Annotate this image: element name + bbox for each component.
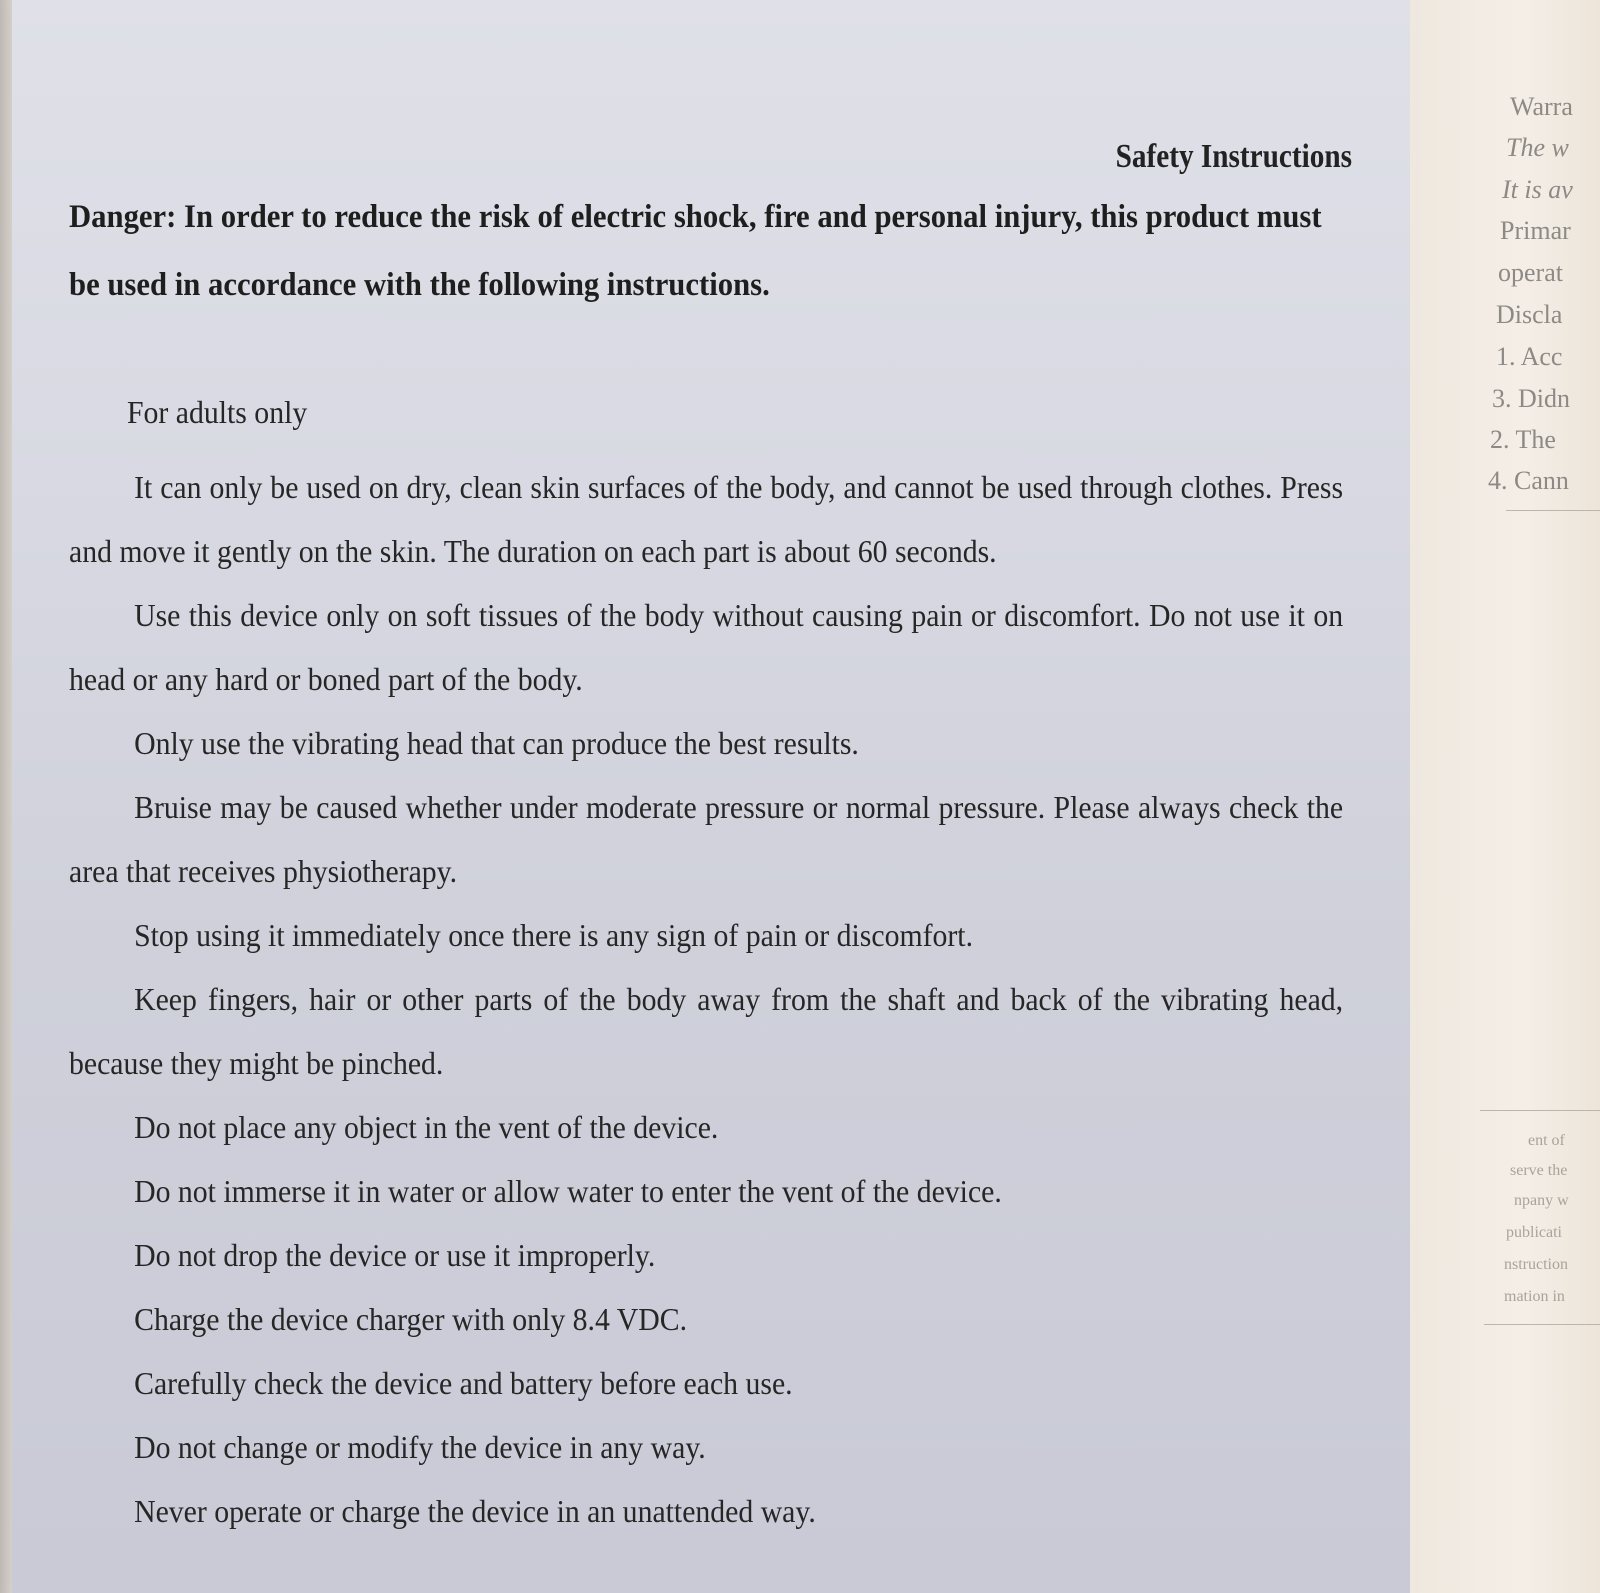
facing-box-line: ent of bbox=[1528, 1132, 1565, 1149]
facing-box-line: nstruction bbox=[1504, 1256, 1568, 1273]
instruction-charge: Charge the device charger with only 8.4 VDC. bbox=[134, 1301, 688, 1337]
facing-line: 4. Cann bbox=[1488, 466, 1569, 495]
facing-line: It is av bbox=[1502, 175, 1573, 204]
instruction-no-modify: Do not change or modify the device in any way. bbox=[134, 1429, 706, 1465]
facing-box-line: publicati bbox=[1506, 1224, 1562, 1241]
facing-line: operat bbox=[1498, 258, 1563, 287]
instruction-adults-only: For adults only bbox=[127, 394, 308, 430]
facing-box-line: mation in bbox=[1504, 1288, 1565, 1305]
facing-line: 1. Acc bbox=[1496, 342, 1563, 371]
instruction-water: Do not immerse it in water or allow water to enter the vent of the device. bbox=[134, 1173, 1002, 1209]
facing-box-bottom bbox=[1484, 1324, 1600, 1325]
facing-line: 3. Didn bbox=[1492, 384, 1570, 413]
facing-line: Discla bbox=[1496, 300, 1563, 329]
facing-divider bbox=[1506, 510, 1600, 511]
instruction-drop: Do not drop the device or use it improperly. bbox=[134, 1237, 656, 1273]
facing-line: Warra bbox=[1510, 92, 1573, 121]
book-spine-edge bbox=[0, 0, 12, 1593]
facing-page-fragment bbox=[1410, 0, 1600, 1593]
instruction-vent-object: Do not place any object in the vent of the device. bbox=[134, 1109, 719, 1145]
instruction-check-battery: Carefully check the device and battery before each use. bbox=[134, 1365, 793, 1401]
facing-box-top bbox=[1480, 1110, 1600, 1111]
instruction-stop-using: Stop using it immediately once there is any sign of pain or discomfort. bbox=[134, 917, 974, 953]
facing-box-line: serve the bbox=[1510, 1162, 1568, 1179]
facing-box-line: npany w bbox=[1514, 1192, 1569, 1209]
danger-warning: Danger: In order to reduce the risk of electric shock, fire and personal injury, this product must be used in accordance with the following instructions. bbox=[69, 199, 1322, 303]
facing-line: 2. The bbox=[1490, 425, 1556, 454]
facing-line: Primar bbox=[1500, 216, 1571, 245]
instruction-keep-fingers: Keep fingers, hair or other parts of the body away from the shaft and back of the vibrating head, because they might be pinched. bbox=[69, 981, 1344, 1081]
instruction-unattended: Never operate or charge the device in an unattended way. bbox=[134, 1493, 816, 1529]
instruction-vibrating-head: Only use the vibrating head that can produce the best results. bbox=[134, 725, 859, 761]
instruction-soft-tissues: Use this device only on soft tissues of the body without causing pain or discomfort. Do not use it on head or any hard or boned part of the body. bbox=[69, 597, 1344, 697]
instruction-bruise: Bruise may be caused whether under moderate pressure or normal pressure. Please always check the area that receives physiotherapy. bbox=[69, 789, 1344, 889]
instruction-skin-surface: It can only be used on dry, clean skin surfaces of the body, and cannot be used through clothes. Press and move it gently on the skin. The duration on each part is about 60 seconds. bbox=[69, 469, 1344, 569]
page-title: Safety Instructions bbox=[1115, 138, 1352, 175]
safety-instructions-page bbox=[12, 0, 1410, 1593]
facing-line: The w bbox=[1506, 133, 1569, 162]
